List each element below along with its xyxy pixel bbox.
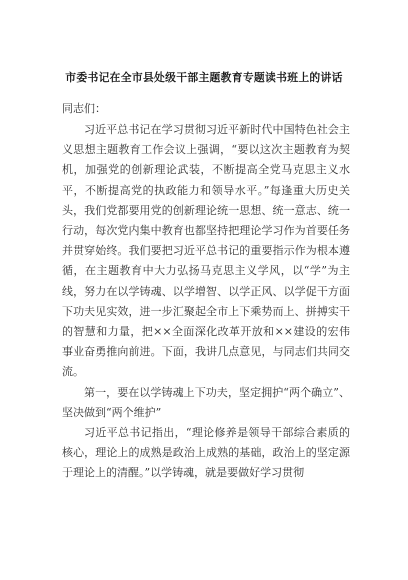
- body-paragraph-first-section: 习近平总书记指出，“理论修养是领导干部综合素质的核心，理论上的成熟是政治上成熟的基础，政治上的坚定源于理论上的清醒。”以学铸魂，就是要做好学习贯彻: [62, 426, 350, 480]
- body-paragraph-intro: 习近平总书记在学习贯彻习近平新时代中国特色社会主义思想主题教育工作会议上强调，“要以这次主题教育为契机，加强党的创新理论武装，不断提高全党马克思主义水平，不断提高党的执政能力和领导水平。”每逢重大历史关头，我们党都要用党的创新理论统一思想、统一意志、统一行动，每次党内集中教育也都坚持把理论学习作为首要任务并贯穿始终。我们要把习近平总书记的重要指示作为根本遵循，在主题教育中大力弘扬马克思主义学风，以“学”为主线，努力在以学铸魂、以学增智、以学正风、以学促干方面下功夫见实效，进一步汇聚起全市上下乘势而上、拼搏实干的智慧和力量，把××全面深化改革开放和××建设的宏伟事业奋勇推向前进。下面，我讲几点意见，与同志们共同交流。: [62, 123, 350, 379]
- document-title: 市委书记在全市县处级干部主题教育专题读书班上的讲话: [65, 71, 343, 84]
- document-body: [62, 120, 350, 484]
- section-heading-first: 第一，要在以学铸魂上下功夫，坚定拥护“两个确立”、坚决做到“两个维护”: [62, 385, 350, 419]
- salutation: 同志们：: [62, 102, 106, 115]
